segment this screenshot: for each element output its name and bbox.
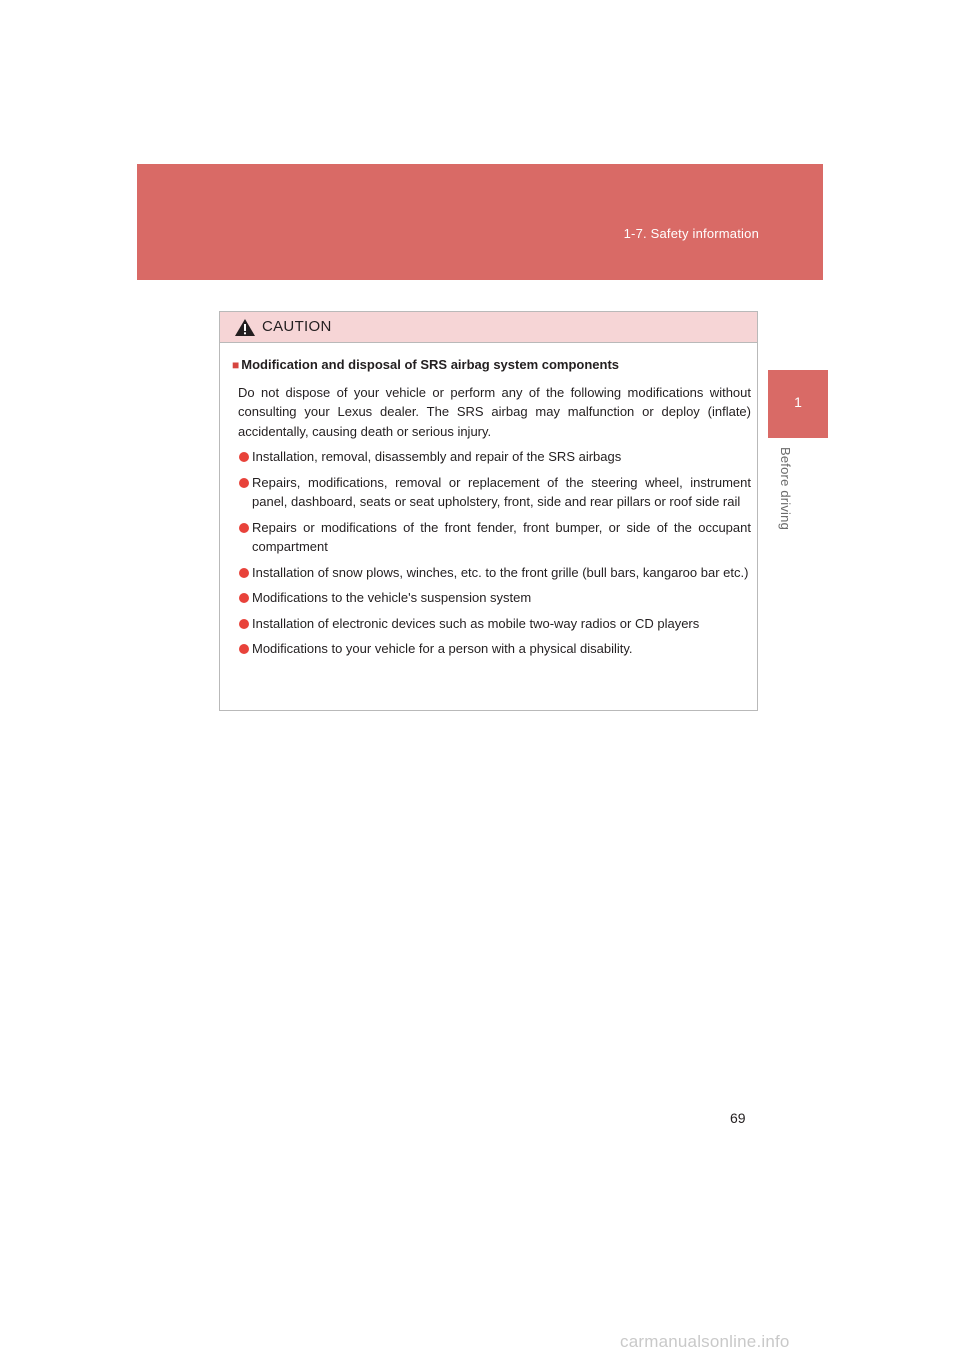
list-item bbox=[232, 639, 751, 659]
caution-title: CAUTION bbox=[262, 318, 332, 335]
list-item-text: Installation, removal, disassembly and repair of the SRS airbags bbox=[252, 449, 622, 464]
warning-triangle-icon bbox=[234, 318, 256, 337]
caution-box bbox=[219, 311, 758, 711]
caution-subhead-text: Modification and disposal of SRS airbag system components bbox=[241, 357, 620, 372]
list-item-text: Modifications to the vehicle's suspension system bbox=[252, 590, 532, 605]
caution-intro: Do not dispose of your vehicle or perform any of the following modifications without consulting your Lexus dealer. The SRS airbag may malfunction or deploy (inflate) accidentally, causing death or serious injury. bbox=[238, 384, 751, 439]
bullet-dot-icon bbox=[239, 478, 249, 488]
list-item bbox=[232, 518, 751, 557]
chapter-tab bbox=[768, 370, 828, 438]
bullet-dot-icon bbox=[239, 523, 249, 533]
square-bullet-icon: ■ bbox=[232, 358, 240, 372]
header-band bbox=[137, 164, 823, 280]
caution-header bbox=[220, 312, 757, 343]
list-item bbox=[232, 447, 751, 467]
list-item-text: Repairs or modifications of the front fender, front bumper, or side of the occupant compartment bbox=[252, 519, 751, 554]
list-item-text: Installation of snow plows, winches, etc. to the front grille (bull bars, kangaroo bar etc.) bbox=[252, 564, 749, 580]
list-item-text: Repairs, modifications, removal or replacement of the steering wheel, instrument panel, dashboard, seats or seat upholstery, front, side and rear pillars or roof side rail bbox=[252, 474, 751, 509]
list-item bbox=[232, 563, 751, 583]
bullet-dot-icon bbox=[239, 593, 249, 603]
list-item bbox=[232, 588, 751, 608]
caution-subhead bbox=[232, 355, 751, 376]
bullet-dot-icon bbox=[239, 568, 249, 578]
list-item-text: Installation of electronic devices such as mobile two-way radios or CD players bbox=[252, 615, 700, 631]
list-item-text: Modifications to your vehicle for a person with a physical disability. bbox=[252, 641, 633, 656]
section-title: 1-7. Safety information bbox=[623, 226, 759, 241]
list-item bbox=[232, 473, 751, 512]
watermark-link[interactable]: carmanualsonline.info bbox=[620, 1332, 790, 1351]
page-number: 69 bbox=[730, 1110, 746, 1126]
bullet-dot-icon bbox=[239, 644, 249, 654]
list-item bbox=[232, 614, 751, 634]
caution-body bbox=[220, 343, 757, 659]
bullet-dot-icon bbox=[239, 452, 249, 462]
bullet-dot-icon bbox=[239, 619, 249, 629]
chapter-number: 1 bbox=[794, 394, 802, 410]
chapter-label: Before driving bbox=[778, 447, 793, 531]
caution-list bbox=[232, 447, 751, 659]
